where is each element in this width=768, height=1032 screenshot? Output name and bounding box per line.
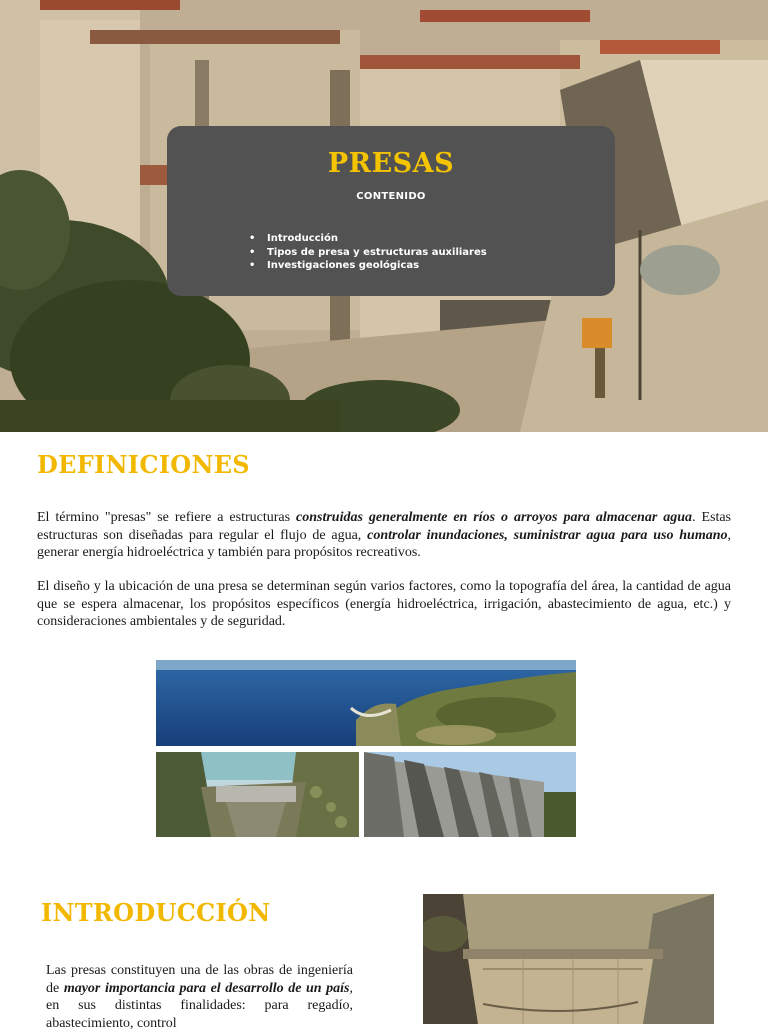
arch-dam-valley-photo xyxy=(156,752,359,837)
contents-item: • Tipos de presa y estructuras auxiliares xyxy=(249,246,487,260)
reservoir-aerial-photo xyxy=(156,660,576,746)
definiciones-paragraph-1: El término "presas" se refiere a estructuras construidas generalmente en ríos o arroyos para almacenar agua. Estas estructuras son diseñadas para regular el flujo de agua, controlar inundaciones, suministrar agua para uso humano, generar energía hidroeléctrica y también para propósitos recreativos. xyxy=(37,510,732,560)
definiciones-paragraph-2: El diseño y la ubicación de una presa se determinan según varios factores, como la topografía del área, la cantidad de agua que se espera almacenar, los propósitos específicos (energía hidroeléctrica, irrigación, abastecimiento de agua, etc.) y consideraciones ambientales y de seguridad. xyxy=(37,579,731,629)
contents-card xyxy=(167,126,615,296)
definiciones-heading: DEFINICIONES xyxy=(37,450,250,479)
hero-banner xyxy=(0,0,768,432)
contents-label: CONTENIDO xyxy=(356,191,426,202)
contents-item: • Investigaciones geológicas xyxy=(249,259,487,273)
contents-item: • Introducción xyxy=(249,232,487,246)
contents-list xyxy=(249,232,487,273)
dam-gorge-photo xyxy=(423,894,714,1024)
page-title: PRESAS xyxy=(327,148,455,179)
introduccion-heading: INTRODUCCIÓN xyxy=(41,898,271,927)
buttress-dam-photo xyxy=(364,752,576,837)
introduccion-paragraph-1: Las presas constituyen una de las obras de ingeniería de mayor importancia para el desarrollo de un país, en sus distintas finalidades: para regadío, abastecimiento, control xyxy=(46,963,353,1031)
